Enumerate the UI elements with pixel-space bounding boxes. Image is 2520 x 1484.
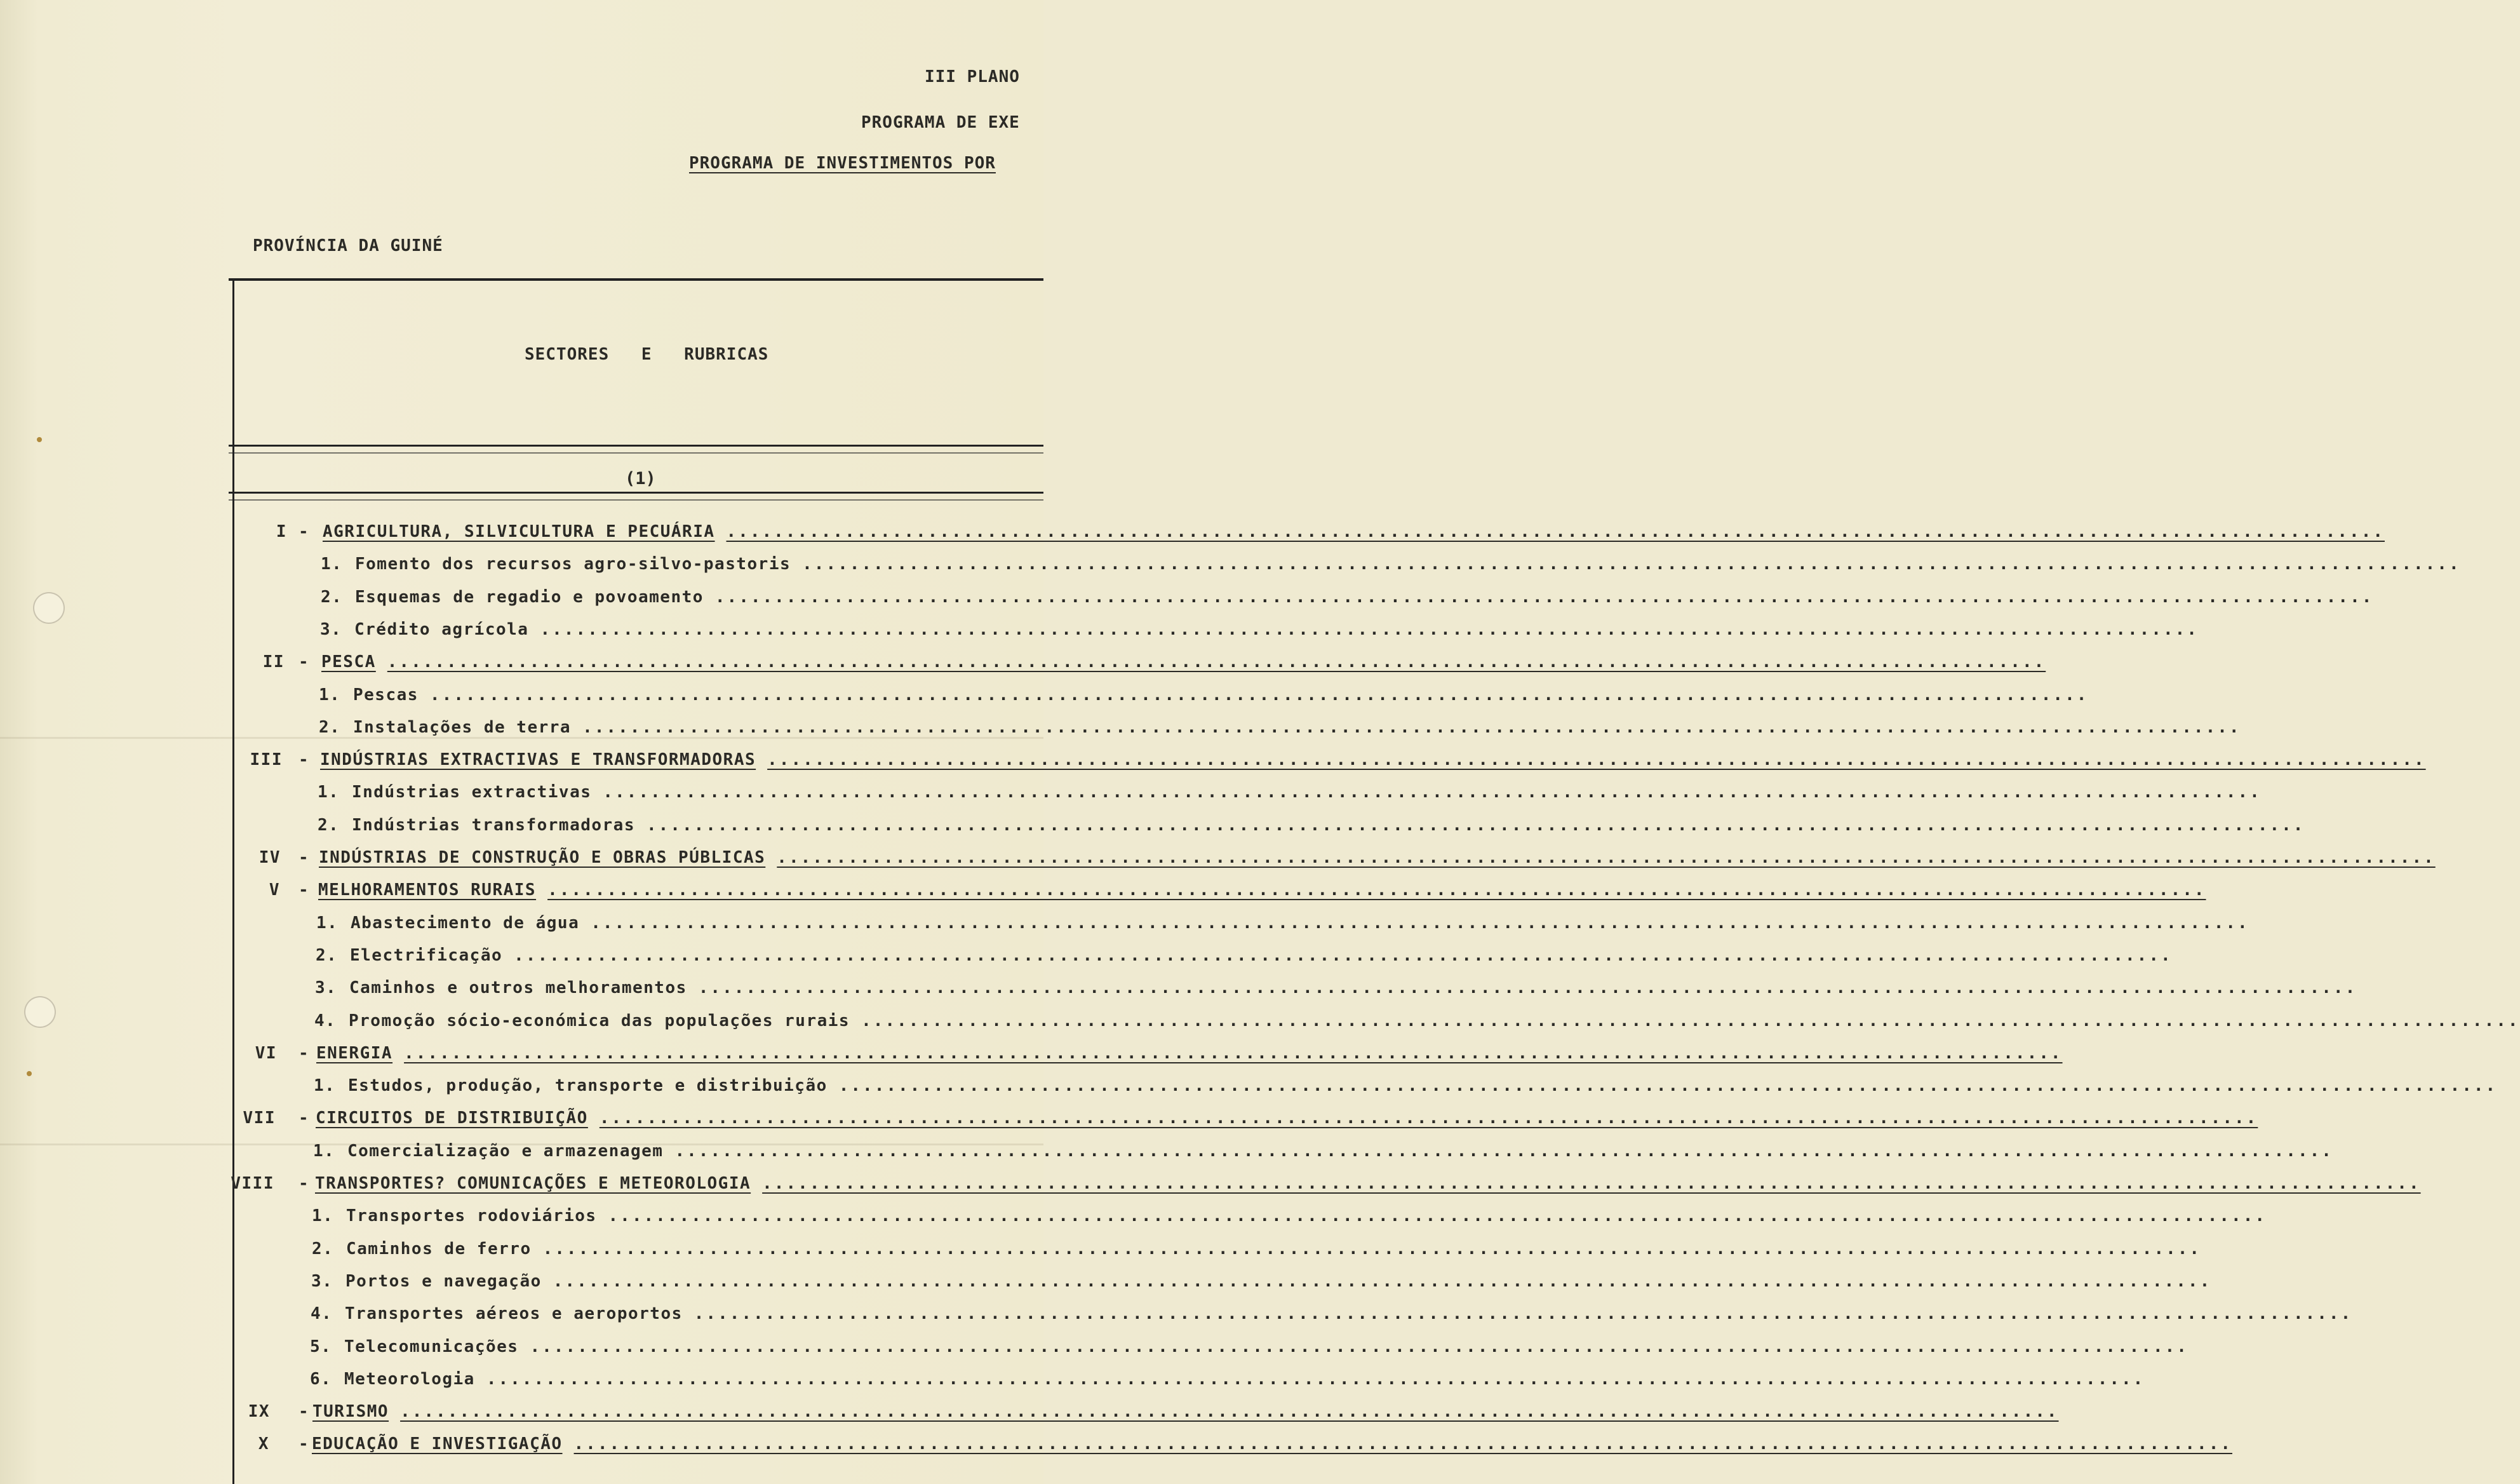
sector-number: V — [269, 880, 280, 900]
table-top-border — [229, 278, 1043, 281]
leader-dots: ............................................................................................................................................ — [603, 783, 2262, 802]
rubric-row — [0, 685, 2089, 715]
leader-dots: ............................................................................................................................................ — [404, 1043, 2063, 1063]
rubric-row — [0, 1206, 2267, 1236]
rubric-number: 4. — [314, 1011, 337, 1030]
rubric-label: Caminhos de ferro — [346, 1239, 532, 1258]
rubric-label: Promoção sócio-económica das populações rurais — [349, 1011, 850, 1030]
rubric-label: Portos e navegação — [345, 1271, 542, 1291]
sector-row — [0, 652, 2046, 682]
leader-dots: ............................................................................................................................................ — [777, 848, 2436, 867]
leader-dots: ............................................................................................................................................ — [553, 1271, 2212, 1291]
leader-dots: ............................................................................................................................................ — [647, 815, 2305, 835]
rubric-row — [0, 1369, 2145, 1399]
leader-dots: ............................................................................................................................................ — [861, 1011, 2520, 1030]
rubric-number: 3. — [320, 619, 342, 639]
rubric-number: 6. — [310, 1369, 332, 1389]
sector-dash: - — [298, 522, 310, 541]
rubric-label: Transportes aéreos e aeroportos — [345, 1304, 683, 1324]
rubric-row — [0, 1271, 2212, 1301]
sector-label: ENERGIA — [316, 1043, 393, 1063]
leader-dots: ............................................................................................................................................ — [400, 1402, 2059, 1422]
rubric-row — [0, 815, 2305, 845]
sector-label: EDUCAÇÃO E INVESTIGAÇÃO — [312, 1434, 563, 1454]
rubric-label: Transportes rodoviários — [346, 1206, 597, 1226]
rubric-label: Meteorologia — [344, 1369, 475, 1389]
number-row-separator-double — [229, 499, 1043, 501]
rubric-number: 3. — [315, 978, 337, 998]
leader-dots: ............................................................................................................................................ — [599, 1109, 2258, 1128]
rubric-row — [0, 1337, 2188, 1366]
rubric-row — [0, 945, 2173, 975]
sector-label: INDÚSTRIAS DE CONSTRUÇÃO E OBRAS PÚBLICAS — [319, 848, 766, 867]
sector-row — [0, 1434, 2232, 1464]
sector-dash: - — [298, 1109, 310, 1128]
sector-dash: - — [298, 652, 310, 672]
leader-dots: ............................................................................................................................................ — [582, 717, 2241, 737]
sector-number: I — [276, 522, 287, 541]
rubric-number: 1. — [313, 1141, 335, 1161]
rubric-row — [0, 717, 2241, 747]
rubric-label: Comercialização e armazenagem — [347, 1141, 664, 1161]
rubric-row — [0, 1304, 2353, 1333]
sector-dash: - — [298, 848, 310, 867]
rubric-row — [0, 555, 2461, 584]
leader-dots: ............................................................................................................................................ — [694, 1304, 2353, 1324]
rubric-number: 2. — [316, 945, 338, 965]
rubric-row — [0, 587, 2374, 617]
header-separator-double — [229, 452, 1043, 454]
sector-number: III — [250, 750, 283, 770]
rubric-label: Estudos, produção, transporte e distribuição — [348, 1076, 828, 1096]
sector-label: MELHORAMENTOS RURAIS — [318, 880, 537, 900]
leader-dots: ............................................................................................................................................ — [547, 880, 2206, 900]
sector-dash: - — [298, 1434, 310, 1454]
leader-dots: ............................................................................................................................................ — [726, 522, 2385, 541]
leader-dots: ............................................................................................................................................ — [429, 685, 2089, 705]
sector-row — [0, 880, 2206, 910]
leader-dots: ............................................................................................................................................ — [767, 750, 2426, 770]
rubric-label: Fomento dos recursos agro-silvo-pastoris — [355, 555, 791, 574]
sector-row — [0, 1043, 2063, 1073]
leader-dots: ............................................................................................................................................ — [387, 652, 2046, 672]
province-title: PROVÍNCIA DA GUINÉ — [253, 236, 443, 255]
sector-number: IX — [248, 1402, 270, 1422]
sector-row — [0, 522, 2385, 551]
rubric-number: 2. — [321, 587, 343, 607]
rubric-number: 1. — [321, 555, 343, 574]
column-number: (1) — [625, 469, 656, 489]
rubric-label: Indústrias extractivas — [352, 783, 592, 802]
rubric-label: Electrificação — [350, 945, 503, 965]
leader-dots: ............................................................................................................................................ — [608, 1206, 2267, 1226]
sector-number: VI — [255, 1043, 277, 1063]
rubric-label: Instalações de terra — [353, 717, 572, 737]
rubric-number: 2. — [312, 1239, 334, 1258]
column-header-sectors: SECTORES E RUBRICAS — [525, 345, 769, 364]
leader-dots: ............................................................................................................................................ — [838, 1076, 2498, 1096]
rubric-row — [0, 1239, 2202, 1269]
rubric-row — [0, 913, 2249, 943]
rubric-number: 2. — [319, 717, 341, 737]
rubric-number: 1. — [316, 913, 338, 933]
rubric-label: Abastecimento de água — [351, 913, 580, 933]
rubric-number: 4. — [311, 1304, 333, 1324]
rubric-row — [0, 1011, 2520, 1041]
leader-dots: ............................................................................................................................................ — [698, 978, 2357, 998]
rubric-number: 2. — [318, 815, 340, 835]
leader-dots: ............................................................................................................................................ — [514, 945, 2173, 965]
rubric-number: 1. — [318, 783, 340, 802]
rubric-label: Caminhos e outros melhoramentos — [349, 978, 687, 998]
sector-row — [0, 1402, 2059, 1431]
sector-row — [0, 1109, 2258, 1138]
sector-row — [0, 848, 2436, 877]
sector-label: PESCA — [321, 652, 376, 672]
rubric-number: 3. — [311, 1271, 333, 1291]
rubric-number: 1. — [312, 1206, 334, 1226]
leader-dots: ............................................................................................................................................ — [542, 1239, 2202, 1258]
sector-label: CIRCUITOS DE DISTRIBUIÇÃO — [316, 1109, 588, 1128]
sector-dash: - — [298, 1043, 310, 1063]
rubric-row — [0, 1076, 2498, 1105]
rubric-label: Telecomunicações — [344, 1337, 519, 1356]
sector-number: IV — [258, 848, 281, 867]
plan-title: III PLANO — [925, 67, 1020, 86]
sector-label: TRANSPORTES? COMUNICAÇÕES E METEOROLOGIA — [315, 1174, 751, 1193]
sector-row — [0, 750, 2426, 779]
sector-number: VII — [243, 1109, 276, 1128]
investment-programme-title: PROGRAMA DE INVESTIMENTOS POR — [689, 154, 996, 173]
rubric-label: Pescas — [353, 685, 419, 705]
paper-speck — [37, 437, 42, 442]
rubric-label: Indústrias transformadoras — [352, 815, 635, 835]
sector-dash: - — [298, 1174, 310, 1193]
sector-number: X — [258, 1434, 269, 1454]
rubric-label: Crédito agrícola — [354, 619, 529, 639]
rubric-number: 5. — [310, 1337, 332, 1356]
rubric-row — [0, 978, 2357, 1008]
rubric-number: 1. — [319, 685, 341, 705]
number-row-separator — [229, 492, 1043, 494]
sector-row — [0, 1174, 2421, 1203]
programme-subtitle: PROGRAMA DE EXE — [861, 113, 1020, 132]
sector-label: AGRICULTURA, SILVICULTURA E PECUÁRIA — [323, 522, 715, 541]
sector-dash: - — [298, 1402, 310, 1422]
sector-label: INDÚSTRIAS EXTRACTIVAS E TRANSFORMADORAS — [320, 750, 756, 770]
sector-number: II — [262, 652, 285, 672]
leader-dots: ............................................................................................................................................ — [540, 619, 2199, 639]
leader-dots: ............................................................................................................................................ — [802, 555, 2461, 574]
rubric-label: Esquemas de regadio e povoamento — [355, 587, 704, 607]
sector-number: VIII — [231, 1174, 274, 1193]
header-separator — [229, 445, 1043, 447]
leader-dots: ............................................................................................................................................ — [762, 1174, 2421, 1193]
leader-dots: ............................................................................................................................................ — [674, 1141, 2333, 1161]
sector-dash: - — [298, 750, 310, 770]
leader-dots: ............................................................................................................................................ — [486, 1369, 2145, 1389]
leader-dots: ............................................................................................................................................ — [530, 1337, 2188, 1356]
sector-dash: - — [298, 880, 310, 900]
rubric-number: 1. — [314, 1076, 336, 1096]
rubric-row — [0, 1141, 2333, 1171]
rubric-row — [0, 783, 2262, 812]
leader-dots: ............................................................................................................................................ — [714, 587, 2374, 607]
leader-dots: ............................................................................................................................................ — [591, 913, 2249, 933]
leader-dots: ............................................................................................................................................ — [573, 1434, 2232, 1454]
rubric-row — [0, 619, 2199, 649]
sector-label: TURISMO — [312, 1402, 389, 1422]
